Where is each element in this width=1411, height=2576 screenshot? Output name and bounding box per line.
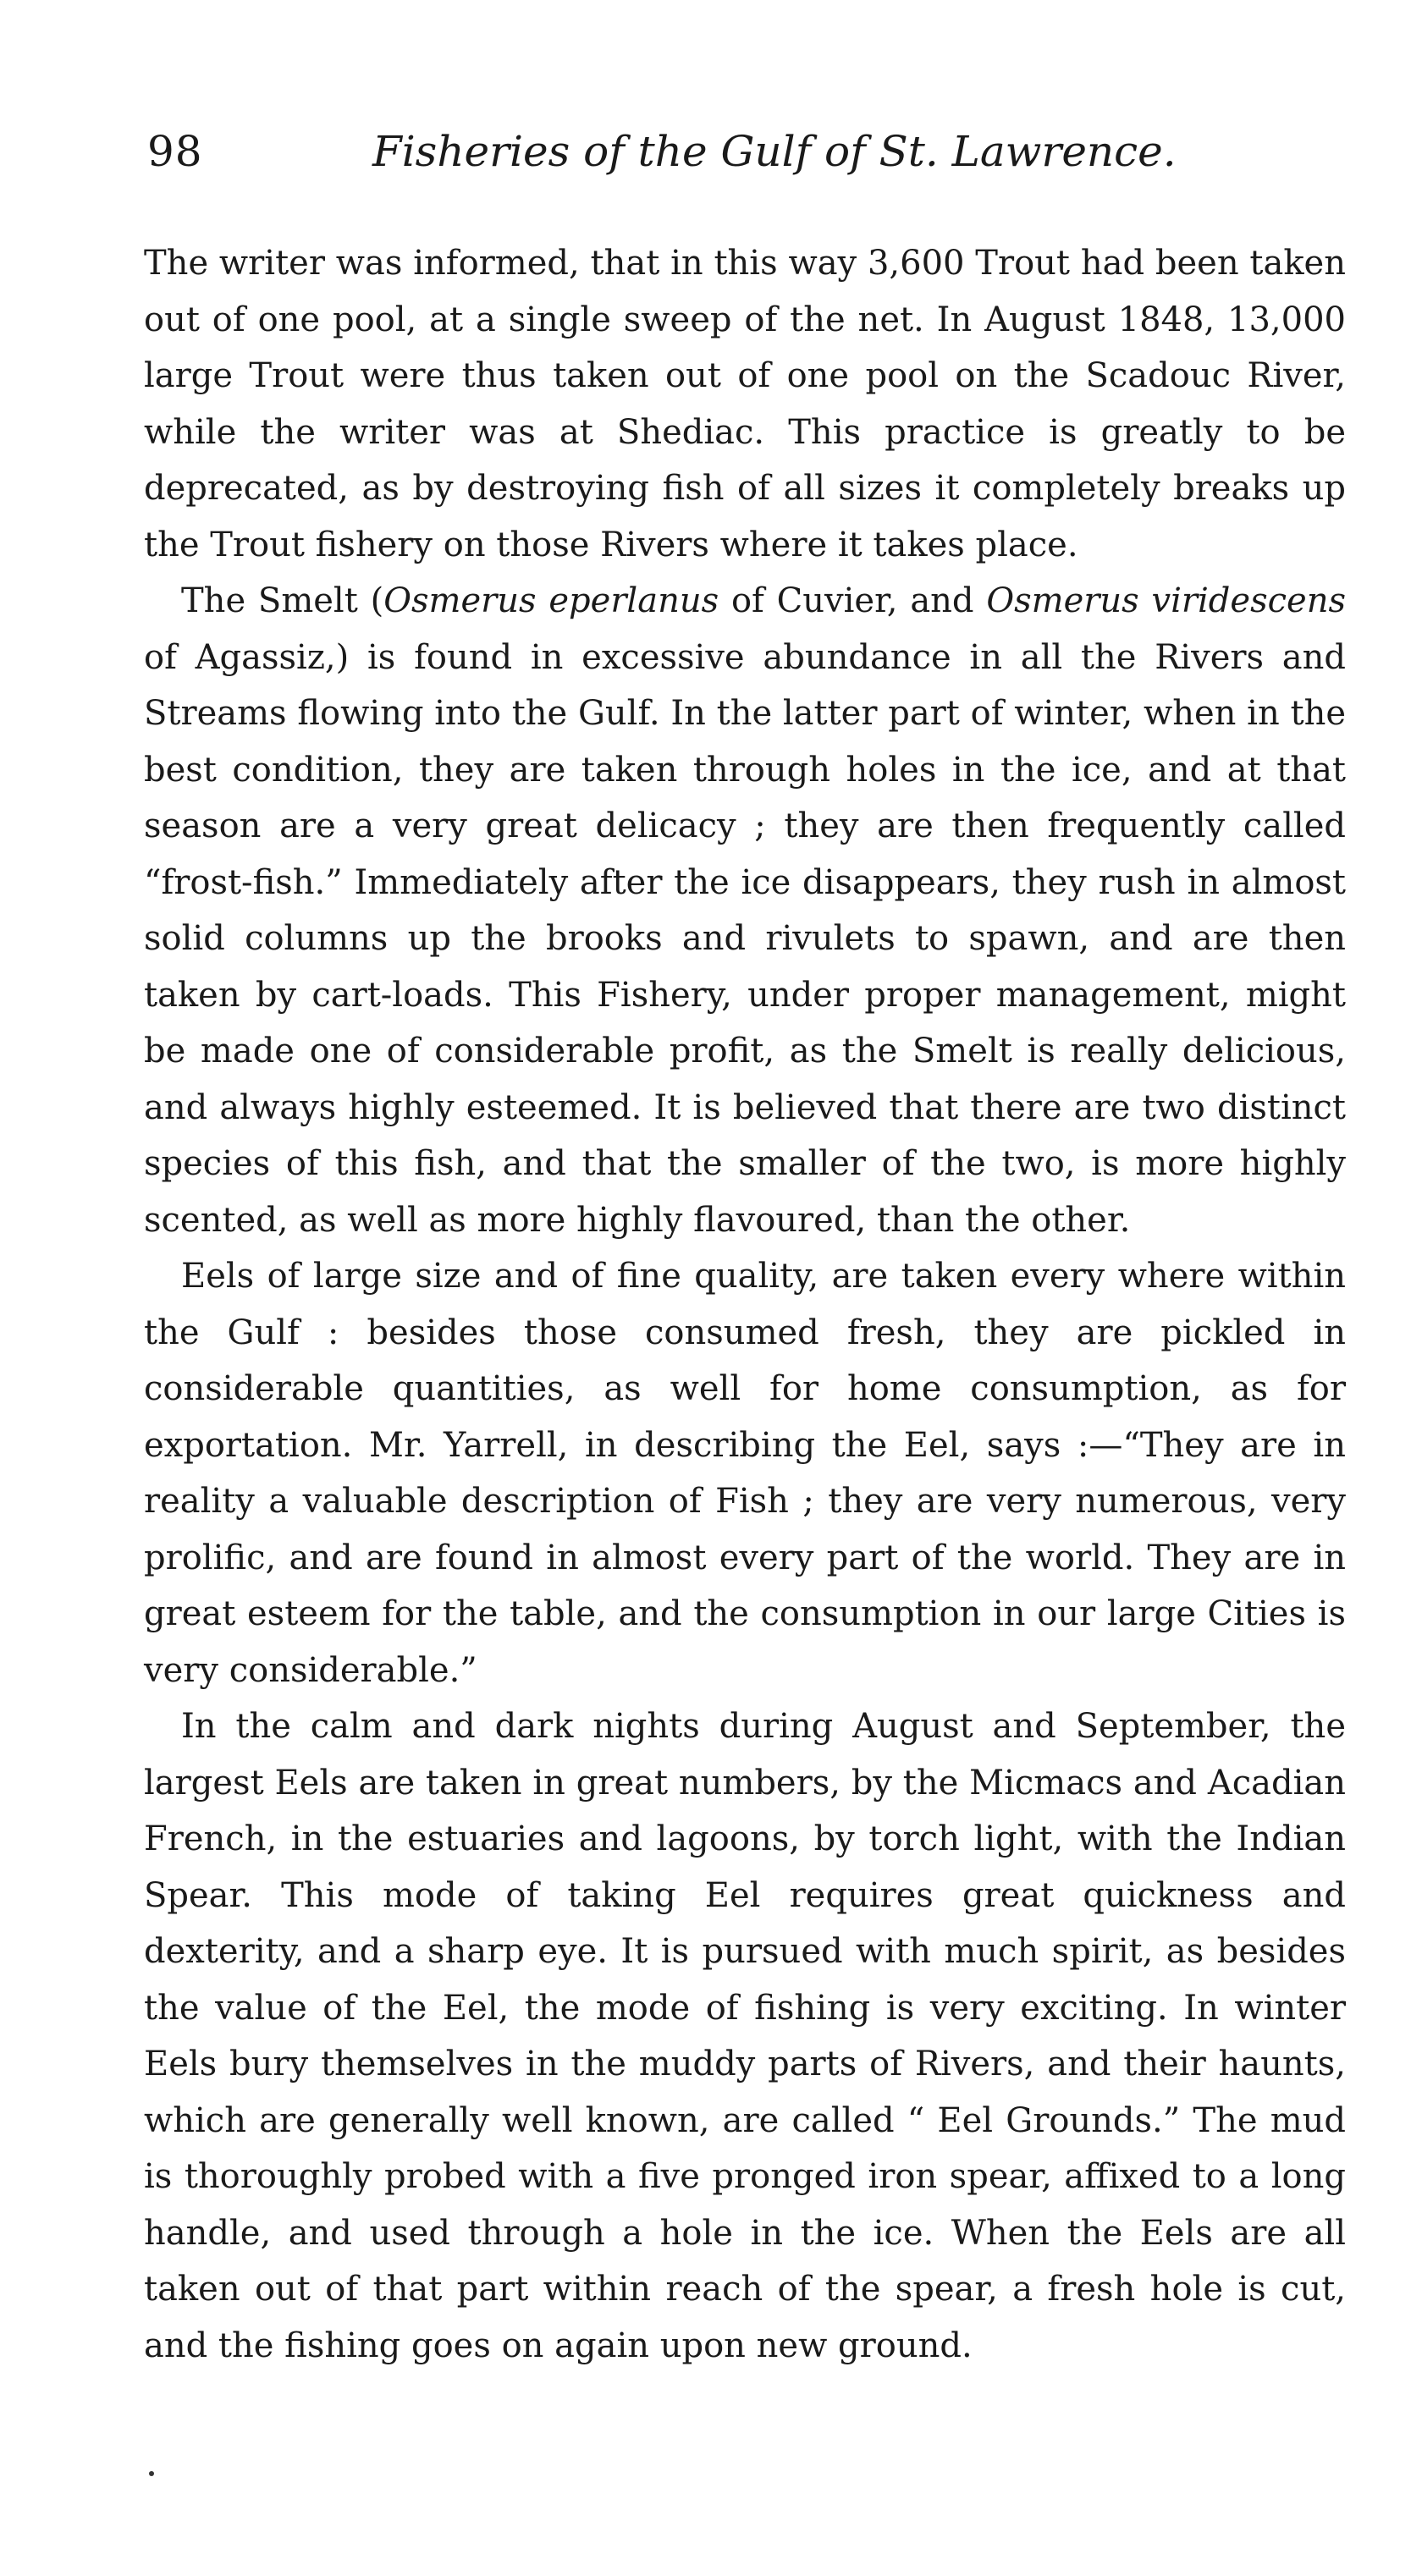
species-name-osmerus-eperlanus: Osmerus eperlanus xyxy=(383,581,719,620)
smelt-text-3: of Agassiz,) is found in excessive abundance in all the Rivers and Streams flowing into the Gulf. In the latter part of winter, when in the best condition, they are taken through holes in the ice, and at that season are a very great delicacy ; they are then frequently called “frost-fish.” Immediately after the ice disappears, they rush in almost solid columns up the brooks and rivulets to spawn, and are then taken by cart-loads. This Fishery, under proper management, might be made one of considerable profit, as the Smelt is really delicious, and always highly esteemed. It is believed that there are two distinct species of this fish, and that the smaller of the two, is more highly scented, as well as more highly flavoured, than the other. xyxy=(144,637,1346,1240)
species-name-osmerus-viridescens: Osmerus viridescens xyxy=(986,581,1346,620)
paragraph-trout-netting: The writer was informed, that in this way 3,600 Trout had been taken out of one pool, at a single sweep of the net. In August 1848, 13,000 large Trout were thus taken out of one pool on the Scadouc River, while the writer was at Shediac. This practice is greatly to be deprecated, as by destroying fish of all sizes it completely breaks up the Trout fishery on those Rivers where it takes place. xyxy=(144,244,1346,564)
body-text xyxy=(144,235,1346,2374)
smelt-text-2: of Cuvier, and xyxy=(719,581,987,620)
page-number: 98 xyxy=(147,127,203,176)
paragraph-smelt xyxy=(144,573,1346,1248)
stray-ink-mark xyxy=(149,2471,154,2476)
book-page xyxy=(144,127,1346,2374)
page-header xyxy=(144,127,1346,195)
paragraph-eels: Eels of large size and of fine quality, are taken every where within the Gulf : besides those consumed fresh, they are pickled in considerable quantities, as well for home consumption, as for exportation. Mr. Yarrell, in describing the Eel, says :—“They are in reality a valuable description of Fish ; they are very numerous, very prolific, and are found in almost every part of the world. They are in great esteem for the table, and the consumption in our large Cities is very considerable.” xyxy=(144,1257,1346,1690)
smelt-text-1: The Smelt ( xyxy=(181,581,384,620)
paragraph-eel-spearing: In the calm and dark nights during August and September, the largest Eels are taken in great numbers, by the Micmacs and Acadian French, in the estuaries and lagoons, by torch light, with the Indian Spear. This mode of taking Eel requires great quickness and dexterity, and a sharp eye. It is pursued with much spirit, as besides the value of the Eel, the mode of fishing is very exciting. In winter Eels bury themselves in the muddy parts of Rivers, and their haunts, which are generally well known, are called “ Eel Grounds.” The mud is thoroughly probed with a five pronged iron spear, affixed to a long handle, and used through a hole in the ice. When the Eels are all taken out of that part within reach of the spear, a fresh hole is cut, and the fishing goes on again upon new ground. xyxy=(144,1707,1346,2365)
running-title: Fisheries of the Gulf of St. Lawrence. xyxy=(372,127,1177,176)
